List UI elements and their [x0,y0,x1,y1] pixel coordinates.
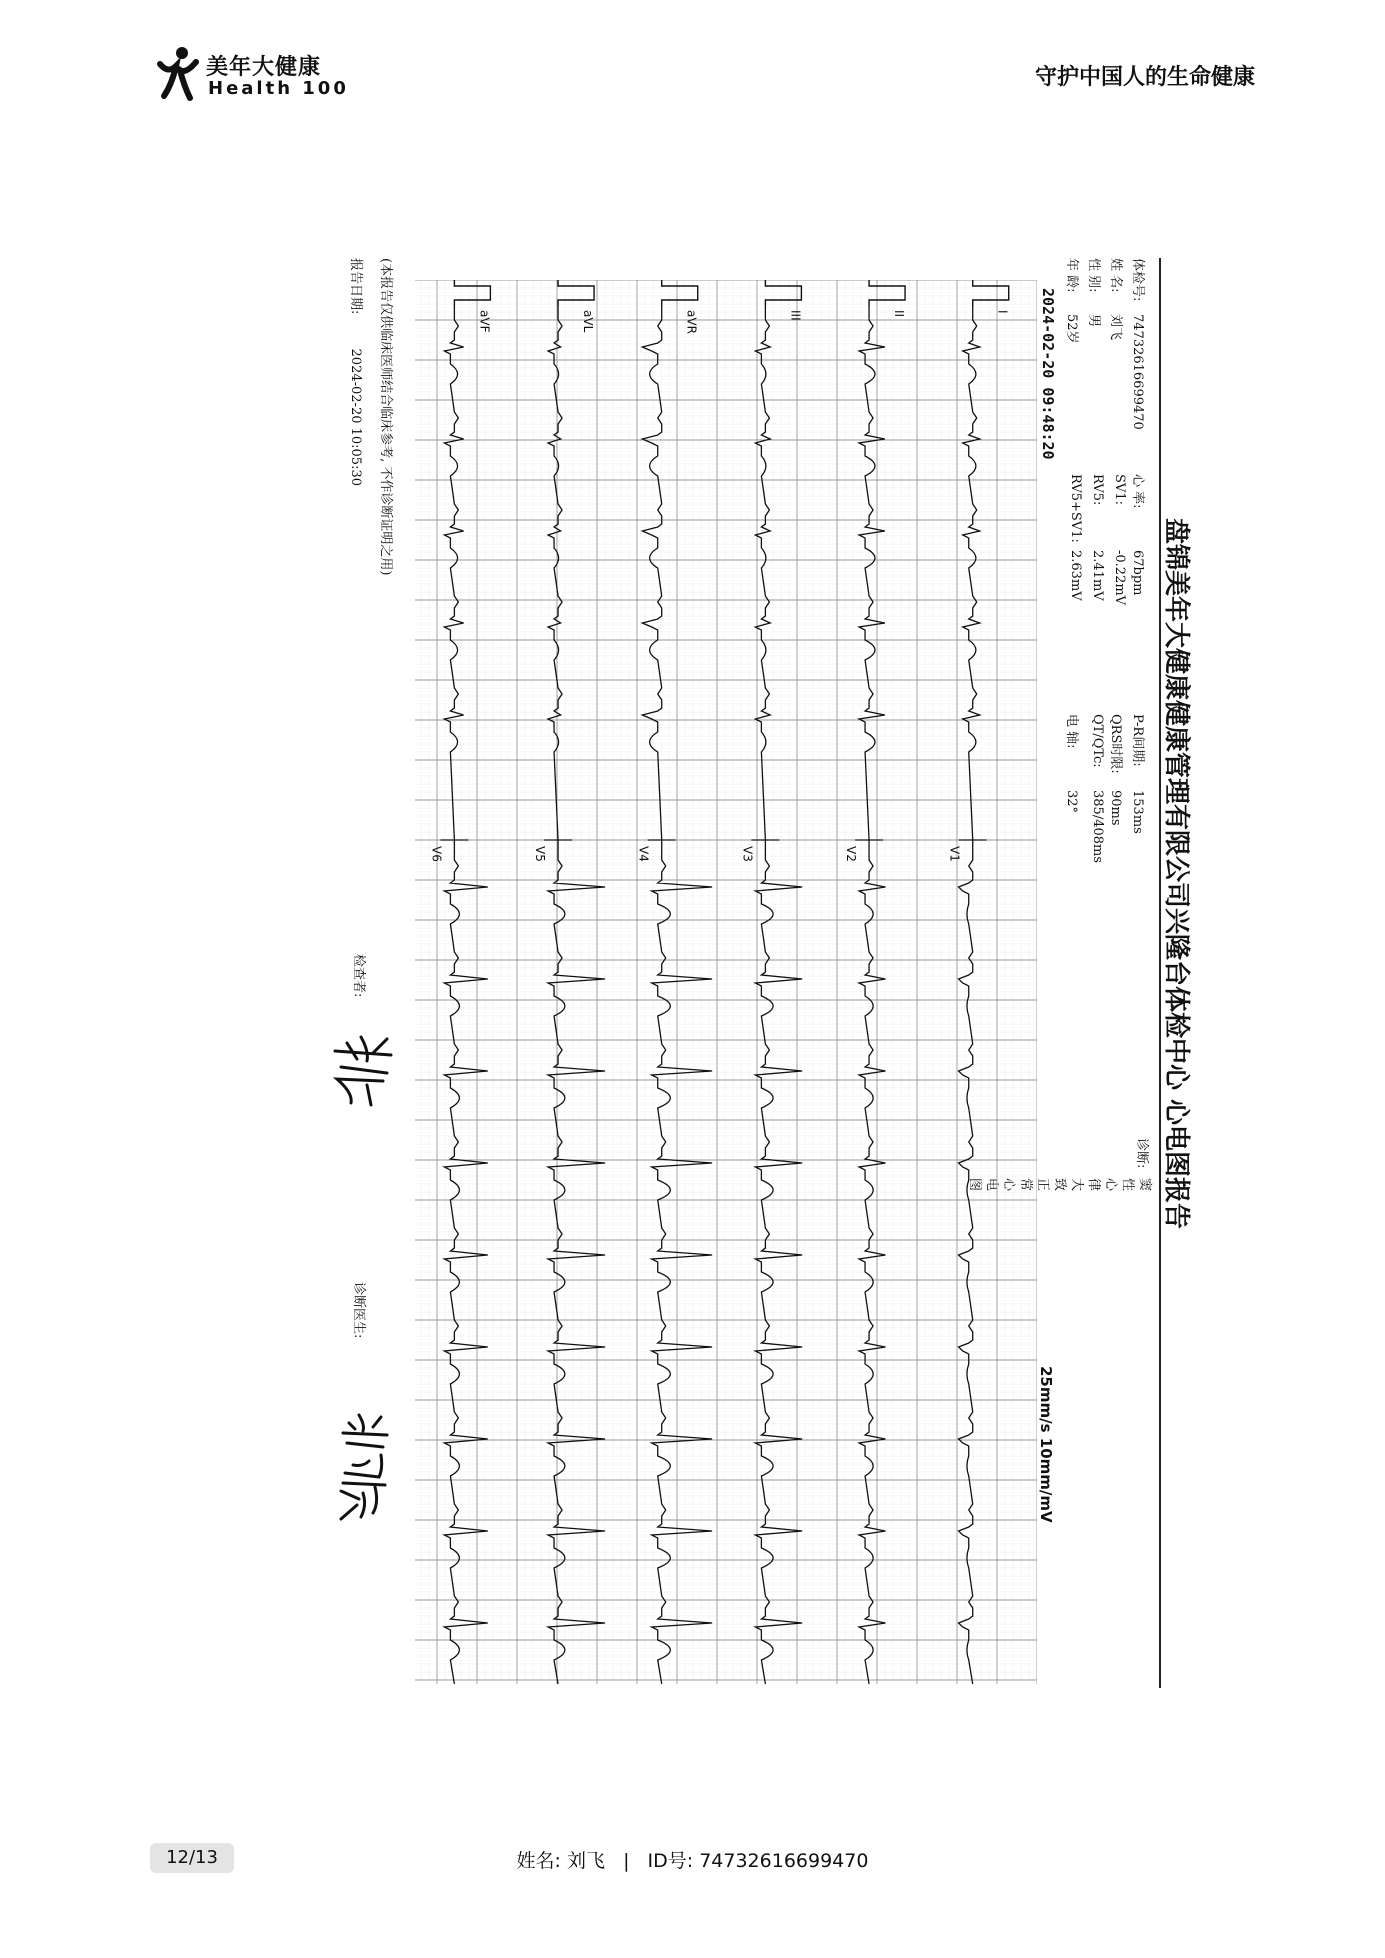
brand-logo [154,44,374,104]
ecg-trace-V2 [859,840,885,1684]
footer-name: 刘飞 [567,1850,606,1872]
calibration-pulse [973,280,1009,306]
measure-row: QT/QTc:385/408ms [1090,714,1105,864]
ecg-report [205,258,1205,1688]
measure-row: RV5:2.41mV [1090,474,1105,601]
footer-id: 74732616699470 [699,1850,869,1872]
checker-signature [327,1033,397,1113]
lead-label-V6: V6 [429,846,444,862]
brand-name-en: Health 100 [208,78,349,99]
lead-label-aVR: aVR [684,310,699,334]
lead-label-II: II [892,310,907,318]
lead-label-V5: V5 [533,846,548,862]
measure-row: QRS时限:90ms [1108,714,1123,826]
lead-label-V3: V3 [740,846,755,862]
lead-label-aVL: aVL [581,310,596,333]
report-date-label: 报告日期: [348,258,363,315]
ecg-trace-V3 [755,840,802,1684]
brand-name-cn: 美年大健康 [206,55,322,80]
info-row: 性 别:男 [1086,258,1101,328]
measure-row: RV5+SV1:2.63mV [1068,474,1083,601]
title-divider [1159,258,1161,1688]
measure-row: SV1:-0.22mV [1112,474,1127,606]
footer-name-label: 姓名: [516,1850,561,1872]
lead-label-V4: V4 [636,846,651,862]
doctor-label: 诊断医生: [351,1282,366,1339]
page-number: 12/13 [150,1843,234,1873]
lead-label-V1: V1 [947,846,962,862]
measure-row: 电 轴:32° [1064,714,1079,814]
lead-label-I: I [995,310,1010,314]
diagnosis-line: 大致正常心电图 [967,1178,1084,1192]
ecg-trace-V6 [444,840,487,1684]
record-datetime: 2024-02-20 09:48:20 [1039,288,1057,460]
info-row: 姓 名:刘飞 [1108,258,1123,341]
measure-row: 心 率:67bpm [1130,474,1145,596]
report-date [348,258,367,486]
ecg-tracing-grid [415,280,1037,1684]
info-row: 年 龄:52岁 [1064,258,1079,344]
info-row: 体检号:74732616699470 [1130,258,1145,430]
slogan: 守护中国人的生命健康 [1034,65,1255,90]
logo-figure-icon [154,44,204,104]
disclaimer-note: (本报告仅供临床医师结合临床参考, 不作诊断证明之用) [378,258,393,576]
grid-minor [415,280,1037,1684]
checker-label: 检查者: [351,954,366,998]
diagnosis-label: 诊断: [1134,1138,1149,1169]
calibration-pulse [558,280,594,306]
calibration-pulse [765,280,801,306]
report-date-value: 2024-02-20 10:05:30 [348,348,363,487]
calibration-pulse [869,280,905,306]
report-title: 盘锦美年大健康健康管理有限公司兴隆台体检中心 心电图报告 [1161,518,1191,1230]
footer-separator: | [623,1850,630,1872]
diagnosis [967,1138,1153,1192]
measure-row: P-R间期:153ms [1130,714,1145,834]
paper-speed: 25mm/s 10mm/mV [1037,1366,1055,1523]
calibration-pulse [662,280,698,306]
lead-label-III: III [788,310,803,321]
lead-label-aVF: aVF [477,310,492,333]
lead-label-V2: V2 [844,846,859,862]
footer-id-label: ID号: [647,1850,694,1872]
diagnosis-line: 窦性心律 [1086,1178,1152,1192]
ecg-report-frame [205,258,1205,1688]
doctor-signature [333,1413,393,1523]
grid-major [415,280,1037,1684]
footer-patient [0,1846,1385,1873]
ecg-trace-V1 [959,840,973,1684]
